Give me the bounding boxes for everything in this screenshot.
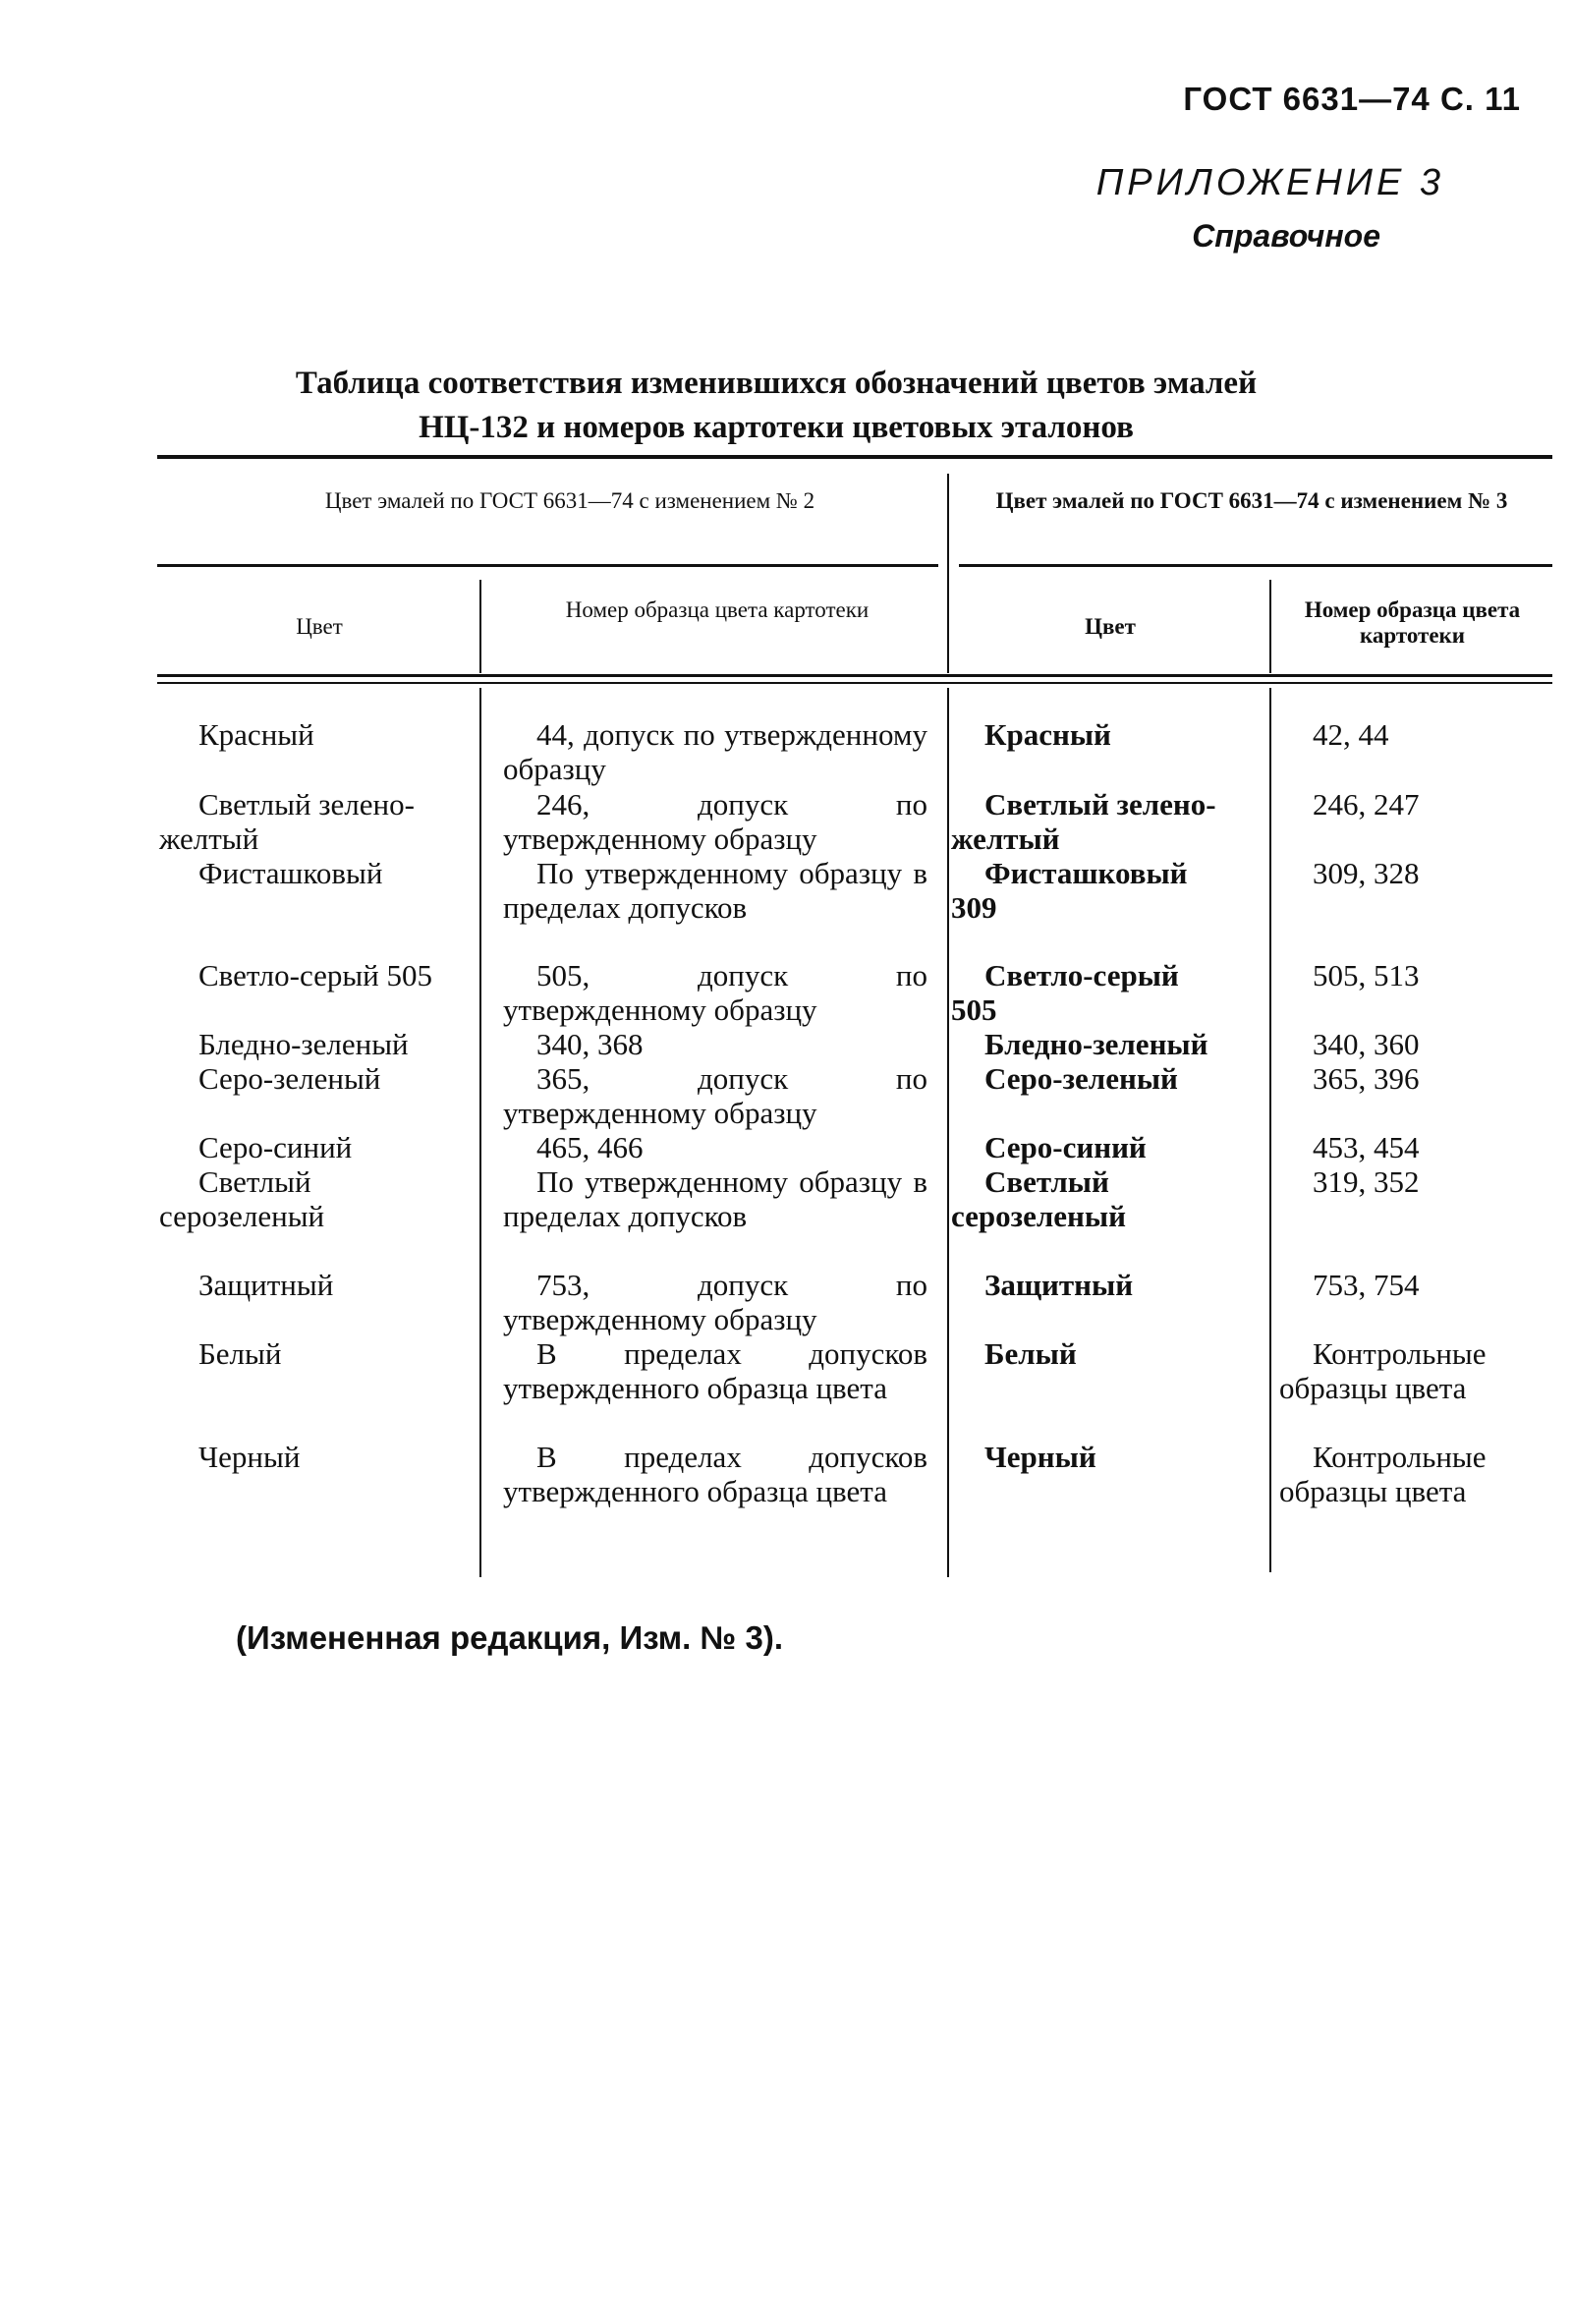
cell-sample-3: 453, 454 — [1313, 1130, 1420, 1164]
group-divider-vertical — [947, 474, 949, 673]
cell-color-3: Бледно-зеленый — [984, 1027, 1208, 1061]
table-title-line-1: Таблица соответствия изменившихся обозначений цветов эмалей — [295, 366, 1258, 401]
cell-sample-2: 340, 368 — [536, 1027, 644, 1061]
table-title — [157, 362, 1395, 450]
cell-color-3: Серо-зеленый — [984, 1061, 1178, 1096]
cell-color-2: Красный — [198, 717, 314, 752]
group-divider-right — [959, 564, 1552, 567]
cell-sample-3: 340, 360 — [1313, 1027, 1420, 1061]
column-divider-2-body — [947, 688, 949, 1577]
header-bottom-rule-2 — [157, 682, 1552, 684]
cell-sample-2: 465, 466 — [536, 1130, 644, 1164]
cell-color-2: Фисташковый — [198, 856, 383, 890]
col-header-color-3: Цвет — [1085, 614, 1136, 639]
cell-color-2: Светлый зелено-желтый — [159, 787, 415, 856]
cell-color-3: Черный — [984, 1440, 1096, 1474]
table-title-line-2: НЦ-132 и номеров картотеки цветовых эталонов — [419, 410, 1134, 445]
column-divider-1 — [479, 580, 481, 673]
cell-color-3: Белый — [984, 1336, 1077, 1371]
cell-color-3: Светло-серый 505 — [951, 958, 1179, 1027]
group-header-amendment-2: Цвет эмалей по ГОСТ 6631—74 с изменением № 2 — [324, 488, 815, 513]
cell-sample-3: 42, 44 — [1313, 717, 1389, 752]
cell-sample-3: 309, 328 — [1313, 856, 1420, 890]
appendix-title: ПРИЛОЖЕНИЕ 3 — [1095, 162, 1444, 203]
cell-sample-2: 753, допуск по утвержденному образцу — [503, 1268, 927, 1336]
col-header-sample-2: Номер образца цвета картотеки — [565, 597, 870, 622]
cell-color-3: Светлый зелено-желтый — [951, 787, 1216, 856]
cell-sample-2: 246, допуск по утвержденному образцу — [503, 787, 927, 856]
cell-color-3: Защитный — [984, 1268, 1134, 1302]
cell-color-2: Черный — [198, 1440, 301, 1474]
column-divider-3 — [1269, 580, 1271, 673]
cell-color-2: Белый — [198, 1336, 282, 1371]
group-divider-left — [157, 564, 938, 567]
appendix-subtitle: Справочное — [1192, 218, 1380, 254]
cell-color-2: Бледно-зеленый — [198, 1027, 409, 1061]
amendment-note: (Измененная редакция, Изм. № 3). — [236, 1619, 783, 1656]
col-header-color-2: Цвет — [296, 614, 343, 639]
cell-sample-3: 505, 513 — [1313, 958, 1420, 992]
cell-sample-3: Контрольные образцы цвета — [1279, 1440, 1487, 1508]
cell-sample-3: 319, 352 — [1313, 1164, 1420, 1199]
cell-color-3: Светлый серозеленый — [951, 1164, 1126, 1233]
cell-sample-2: 505, допуск по утвержденному образцу — [503, 958, 927, 1027]
document-reference: ГОСТ 6631—74 С. 11 — [1183, 81, 1521, 117]
cell-sample-3: 246, 247 — [1313, 787, 1420, 822]
cell-sample-2: В пределах допусков утвержденного образца цвета — [503, 1440, 927, 1508]
cell-color-3: Фисташковый 309 — [951, 856, 1188, 925]
col-header-sample-3: Номер образца цвета картотеки — [1304, 597, 1521, 648]
cell-sample-2: 44, допуск по утвержденному образцу — [503, 717, 927, 786]
table-top-rule — [157, 455, 1552, 459]
cell-sample-3: 753, 754 — [1313, 1268, 1420, 1302]
header-bottom-rule — [157, 674, 1552, 677]
cell-color-2: Светлый серозеленый — [159, 1164, 325, 1233]
cell-sample-2: В пределах допусков утвержденного образца цвета — [503, 1336, 927, 1405]
column-divider-1-body — [479, 688, 481, 1577]
cell-color-2: Светло-серый 505 — [198, 958, 433, 992]
cell-color-2: Серо-синий — [198, 1130, 353, 1164]
cell-color-2: Защитный — [198, 1268, 334, 1302]
cell-sample-3: 365, 396 — [1313, 1061, 1420, 1096]
cell-color-3: Красный — [984, 717, 1111, 752]
cell-sample-2: 365, допуск по утвержденному образцу — [503, 1061, 927, 1130]
cell-sample-3: Контрольные образцы цвета — [1279, 1336, 1487, 1405]
cell-sample-2: По утвержденному образцу в пределах допусков — [503, 856, 927, 925]
cell-color-3: Серо-синий — [984, 1130, 1147, 1164]
cell-color-2: Серо-зеленый — [198, 1061, 381, 1096]
group-header-amendment-3: Цвет эмалей по ГОСТ 6631—74 с изменением № 3 — [995, 488, 1508, 513]
column-divider-3-body — [1269, 688, 1271, 1572]
cell-sample-2: По утвержденному образцу в пределах допусков — [503, 1164, 927, 1233]
